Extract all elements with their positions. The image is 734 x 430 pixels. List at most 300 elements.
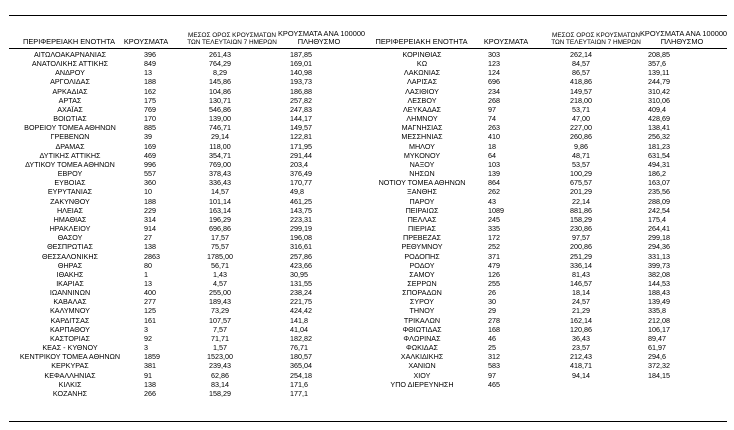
table-row: [0, 151, 734, 160]
cases-value: 864: [488, 178, 500, 188]
region-name: ΛΕΥΚΑΔΑΣ: [402, 104, 441, 114]
region-name: ΦΘΙΩΤΙΔΑΣ: [402, 324, 442, 334]
per100k-value: 310,06: [648, 95, 670, 105]
cases-value: 10: [144, 187, 152, 197]
table-row: [0, 77, 734, 86]
avg-value: 100,29: [570, 169, 592, 179]
table-row: [0, 233, 734, 242]
avg-value: 336,43: [209, 178, 231, 188]
per100k-value: 175,4: [648, 214, 666, 224]
table-row: [0, 371, 734, 380]
per100k-value: 221,75: [290, 297, 312, 307]
avg-value: 189,43: [209, 297, 231, 307]
region-name: ΛΗΜΝΟΥ: [406, 114, 438, 124]
cases-value: 188: [144, 77, 156, 87]
per100k-value: 149,57: [290, 123, 312, 133]
cases-value: 914: [144, 224, 156, 234]
avg-value: 81,43: [572, 269, 590, 279]
cases-value: 312: [488, 352, 500, 362]
region-name: ΡΕΘΥΜΝΟΥ: [401, 242, 443, 252]
cases-value: 465: [488, 379, 500, 389]
table-row: [0, 169, 734, 178]
avg-value: 22,14: [572, 196, 590, 206]
cases-value: 188: [144, 196, 156, 206]
avg-value: 696,86: [209, 224, 231, 234]
region-name: ΚΕΑΣ - ΚΥΘΝΟΥ: [42, 343, 98, 353]
avg-value: 163,14: [209, 205, 231, 215]
per100k-value: 171,6: [290, 379, 308, 389]
region-name: ΜΑΓΝΗΣΙΑΣ: [401, 123, 443, 133]
region-name: ΡΟΔΟΥ: [409, 260, 435, 270]
avg-value: 158,29: [570, 214, 592, 224]
table-row: [0, 215, 734, 224]
region-name: ΚΩ: [416, 59, 428, 69]
avg-value: 149,57: [570, 86, 592, 96]
left-header-per100k-line1: ΚΡΟΥΣΜΑΤΑ ΑΝΑ 100000: [278, 29, 366, 38]
region-name: ΦΛΩΡΙΝΑΣ: [403, 333, 441, 343]
bottom-rule: [9, 421, 727, 422]
per100k-value: 399,73: [648, 260, 670, 270]
cases-value: 91: [144, 370, 152, 380]
avg-value: 36,43: [572, 333, 590, 343]
table-row: [0, 288, 734, 297]
avg-value: 146,57: [570, 279, 592, 288]
table-row: [0, 114, 734, 123]
region-name: ΚΑΣΤΟΡΙΑΣ: [50, 333, 90, 343]
cases-value: 769: [144, 104, 156, 114]
per100k-value: 256,32: [648, 132, 670, 142]
region-name: ΓΡΕΒΕΝΩΝ: [50, 132, 90, 142]
cases-value: 557: [144, 169, 156, 179]
region-name: ΞΑΝΘΗΣ: [407, 187, 437, 197]
region-name: ΒΟΙΩΤΙΑΣ: [53, 114, 87, 124]
per100k-value: 141,8: [290, 315, 308, 325]
region-name: ΕΒΡΟΥ: [57, 169, 83, 179]
avg-value: 8,29: [213, 68, 227, 78]
cases-value: 80: [144, 260, 152, 270]
per100k-value: 41,04: [290, 324, 308, 334]
region-name: ΠΕΙΡΑΙΩΣ: [405, 205, 439, 215]
per100k-value: 310,42: [648, 86, 670, 96]
table-row: [0, 206, 734, 215]
region-name: ΥΠΟ ΔΙΕΡΕΥΝΗΣΗ: [390, 379, 454, 389]
per100k-value: 335,8: [648, 306, 666, 316]
per100k-value: 494,31: [648, 159, 670, 169]
region-name: ΝΑΞΟΥ: [409, 159, 435, 169]
avg-value: 75,57: [211, 242, 229, 252]
region-name: ΔΡΑΜΑΣ: [55, 141, 85, 151]
cases-value: 234: [488, 86, 500, 96]
cases-value: 1089: [488, 205, 504, 215]
region-name: ΣΠΟΡΑΔΩΝ: [402, 288, 442, 298]
table-row: [0, 361, 734, 370]
avg-value: 251,29: [570, 251, 592, 261]
avg-value: 336,14: [570, 260, 592, 270]
region-name: ΘΕΣΠΡΩΤΙΑΣ: [47, 242, 93, 252]
per100k-value: 294,6: [648, 352, 666, 362]
region-name: ΑΝΑΤΟΛΙΚΗΣ ΑΤΤΙΚΗΣ: [31, 59, 109, 69]
per100k-value: 316,61: [290, 242, 312, 252]
table-row: [0, 132, 734, 141]
per100k-value: 143,75: [290, 205, 312, 215]
per100k-value: 357,6: [648, 59, 666, 69]
cases-value: 396: [144, 50, 156, 59]
region-name: ΚΑΛΥΜΝΟΥ: [50, 306, 90, 316]
cases-value: 74: [488, 114, 496, 124]
table-row: [0, 270, 734, 279]
region-name: ΔΥΤΙΚΟΥ ΤΟΜΕΑ ΑΘΗΝΩΝ: [25, 159, 115, 169]
cases-value: 13: [144, 279, 152, 288]
region-name: ΑΡΤΑΣ: [58, 95, 82, 105]
cases-value: 97: [488, 370, 496, 380]
cases-value: 97: [488, 104, 496, 114]
per100k-value: 171,95: [290, 141, 312, 151]
cases-value: 64: [488, 150, 496, 160]
cases-value: 172: [488, 233, 500, 243]
per100k-value: 372,32: [648, 361, 670, 371]
region-name: ΠΡΕΒΕΖΑΣ: [403, 233, 441, 243]
per100k-value: 184,15: [648, 370, 670, 380]
region-name: ΜΕΣΣΗΝΙΑΣ: [401, 132, 443, 142]
cases-value: 381: [144, 361, 156, 371]
per100k-value: 423,66: [290, 260, 312, 270]
cases-value: 849: [144, 59, 156, 69]
per100k-value: 299,19: [290, 224, 312, 234]
table-row: [0, 50, 734, 59]
region-name: ΠΙΕΡΙΑΣ: [407, 224, 436, 234]
per100k-value: 409,4: [648, 104, 666, 114]
table-row: [0, 325, 734, 334]
cases-value: 266: [144, 388, 156, 398]
region-name: ΝΟΤΙΟΥ ΤΟΜΕΑ ΑΘΗΝΩΝ: [378, 178, 466, 188]
cases-value: 303: [488, 50, 500, 59]
region-name: ΣΑΜΟΥ: [409, 269, 435, 279]
avg-value: 1523,00: [207, 352, 233, 362]
cases-value: 43: [488, 196, 496, 206]
per100k-value: 376,49: [290, 169, 312, 179]
avg-value: 21,29: [572, 306, 590, 316]
per100k-value: 163,07: [648, 178, 670, 188]
cases-value: 229: [144, 205, 156, 215]
table-row: [0, 306, 734, 315]
avg-value: 139,00: [209, 114, 231, 124]
per100k-value: 180,57: [290, 352, 312, 362]
region-name: ΚΑΒΑΛΑΣ: [53, 297, 87, 307]
avg-value: 73,29: [211, 306, 229, 316]
avg-value: 255,00: [209, 288, 231, 298]
table-row: [0, 242, 734, 251]
region-name: ΛΕΣΒΟΥ: [407, 95, 437, 105]
region-name: ΜΥΚΟΝΟΥ: [403, 150, 441, 160]
cases-value: 583: [488, 361, 500, 371]
per100k-value: 428,69: [648, 114, 670, 124]
avg-value: 120,86: [570, 324, 592, 334]
cases-value: 1859: [144, 352, 160, 362]
per100k-value: 235,56: [648, 187, 670, 197]
cases-value: 885: [144, 123, 156, 133]
avg-value: 101,14: [209, 196, 231, 206]
cases-value: 696: [488, 77, 500, 87]
avg-value: 62,86: [211, 370, 229, 380]
per100k-value: 188,43: [648, 288, 670, 298]
region-name: ΘΑΣΟΥ: [57, 233, 83, 243]
avg-value: 18,14: [572, 288, 590, 298]
per100k-value: 170,77: [290, 178, 312, 188]
left-header-cases: ΚΡΟΥΣΜΑΤΑ: [123, 37, 169, 46]
cases-value: 1: [144, 269, 148, 279]
per100k-value: 331,13: [648, 251, 670, 261]
cases-value: 162: [144, 86, 156, 96]
avg-value: 48,71: [572, 150, 590, 160]
avg-value: 227,00: [570, 123, 592, 133]
region-name: ΛΑΣΙΘΙΟΥ: [405, 86, 439, 96]
table-row: [0, 334, 734, 343]
avg-value: 230,86: [570, 224, 592, 234]
avg-value: 261,43: [209, 50, 231, 59]
table-row: [0, 389, 734, 398]
region-name: ΒΟΡΕΙΟΥ ΤΟΜΕΑ ΑΘΗΝΩΝ: [24, 123, 116, 133]
cases-value: 3: [144, 343, 148, 353]
region-name: ΙΘΑΚΗΣ: [56, 269, 84, 279]
region-name: ΦΩΚΙΔΑΣ: [406, 343, 438, 353]
region-name: ΠΕΛΛΑΣ: [407, 214, 437, 224]
avg-value: 769,00: [209, 159, 231, 169]
avg-value: 83,14: [211, 379, 229, 389]
table-row: [0, 59, 734, 68]
avg-value: 162,14: [570, 315, 592, 325]
per100k-value: 244,79: [648, 77, 670, 87]
region-name: ΑΧΑΪΑΣ: [57, 104, 83, 114]
table-row: [0, 187, 734, 196]
per100k-value: 424,42: [290, 306, 312, 316]
per100k-value: 140,98: [290, 68, 312, 78]
left-header-per100k-line2: ΠΛΗΘΥΣΜΟ: [297, 37, 341, 46]
region-name: ΚΑΡΔΙΤΣΑΣ: [50, 315, 90, 325]
avg-value: 104,86: [209, 86, 231, 96]
cases-value: 18: [488, 141, 496, 151]
region-name: ΧΑΝΙΩΝ: [408, 361, 436, 371]
avg-value: 14,57: [211, 187, 229, 197]
cases-value: 26: [488, 288, 496, 298]
cases-value: 262: [488, 187, 500, 197]
avg-value: 29,14: [211, 132, 229, 142]
cases-value: 39: [144, 132, 152, 142]
per100k-value: 257,86: [290, 251, 312, 261]
avg-value: 212,43: [570, 352, 592, 362]
cases-value: 123: [488, 59, 500, 69]
avg-value: 418,86: [570, 77, 592, 87]
table-row: [0, 316, 734, 325]
table-row: [0, 142, 734, 151]
per100k-value: 187,85: [290, 50, 312, 59]
avg-value: 97,57: [572, 233, 590, 243]
region-name: ΑΝΔΡΟΥ: [55, 68, 85, 78]
avg-value: 84,57: [572, 59, 590, 69]
cases-value: 255: [488, 279, 500, 288]
table-row: [0, 68, 734, 77]
avg-value: 196,29: [209, 214, 231, 224]
region-name: ΗΜΑΘΙΑΣ: [53, 214, 87, 224]
region-name: ΝΗΣΩΝ: [409, 169, 435, 179]
per100k-value: 131,55: [290, 279, 312, 288]
table-row: [0, 96, 734, 105]
cases-value: 138: [144, 242, 156, 252]
cases-value: 469: [144, 150, 156, 160]
table-row: [0, 380, 734, 389]
region-name: ΕΥΡΥΤΑΝΙΑΣ: [47, 187, 93, 197]
per100k-value: 291,44: [290, 150, 312, 160]
per100k-value: 242,54: [648, 205, 670, 215]
region-name: ΧΙΟΥ: [413, 370, 431, 380]
cases-value: 29: [488, 306, 496, 316]
cases-value: 371: [488, 251, 500, 261]
table-row: [0, 297, 734, 306]
cases-value: 126: [488, 269, 500, 279]
left-header-avg-line1: ΜΕΣΟΣ ΟΡΟΣ ΚΡΟΥΣΜΑΤΩΝ: [188, 32, 276, 39]
avg-value: 881,86: [570, 205, 592, 215]
cases-value: 263: [488, 123, 500, 133]
right-header-avg: [550, 32, 642, 46]
table-row: [0, 261, 734, 270]
table-row: [0, 343, 734, 352]
cases-value: 124: [488, 68, 500, 78]
region-name: ΤΗΝΟΥ: [409, 306, 435, 316]
avg-value: 239,43: [209, 361, 231, 371]
per100k-value: 89,47: [648, 333, 666, 343]
region-name: ΣΥΡΟΥ: [409, 297, 435, 307]
per100k-value: 169,01: [290, 59, 312, 69]
avg-value: 378,43: [209, 169, 231, 179]
per100k-value: 181,23: [648, 141, 670, 151]
right-header-per100k-line1: ΚΡΟΥΣΜΑΤΑ ΑΝΑ 100000: [640, 29, 728, 38]
per100k-value: 208,85: [648, 50, 670, 59]
table-row: [0, 279, 734, 288]
avg-value: 86,57: [572, 68, 590, 78]
avg-value: 201,29: [570, 187, 592, 197]
region-name: ΜΗΛΟΥ: [409, 141, 435, 151]
region-name: ΧΑΛΚΙΔΙΚΗΣ: [400, 352, 444, 362]
per100k-value: 382,08: [648, 269, 670, 279]
region-name: ΑΡΚΑΔΙΑΣ: [52, 86, 88, 96]
region-name: ΖΑΚΥΝΘΟΥ: [50, 196, 90, 206]
avg-value: 118,00: [209, 141, 231, 151]
region-name: ΙΩΑΝΝΙΝΩΝ: [49, 288, 91, 298]
cases-value: 46: [488, 333, 496, 343]
avg-value: 130,71: [209, 95, 231, 105]
per100k-value: 177,1: [290, 388, 308, 398]
cases-value: 245: [488, 214, 500, 224]
region-name: ΑΡΓΟΛΙΔΑΣ: [50, 77, 90, 87]
avg-value: 47,00: [572, 114, 590, 124]
per100k-value: 76,71: [290, 343, 308, 353]
table-row: [0, 87, 734, 96]
per100k-value: 223,31: [290, 214, 312, 224]
left-header-region: ΠΕΡΙΦΕΡΕΙΑΚΗ ΕΝΟΤΗΤΑ: [23, 37, 115, 46]
per100k-value: 138,41: [648, 123, 670, 133]
avg-value: 71,71: [211, 333, 229, 343]
left-header-avg-line2: ΤΩΝ ΤΕΛΕΥΤΑΙΩΝ 7 ΗΜΕΡΩΝ: [187, 39, 277, 46]
avg-value: 24,57: [572, 297, 590, 307]
avg-value: 107,57: [209, 315, 231, 325]
region-name: ΣΕΡΡΩΝ: [407, 279, 437, 288]
region-name: ΚΕΡΚΥΡΑΣ: [51, 361, 89, 371]
cases-value: 169: [144, 141, 156, 151]
table-row: [0, 224, 734, 233]
avg-value: 418,71: [570, 361, 592, 371]
per100k-value: 238,24: [290, 288, 312, 298]
table-row: [0, 105, 734, 114]
cases-value: 161: [144, 315, 156, 325]
cases-value: 252: [488, 242, 500, 252]
per100k-value: 203,4: [290, 159, 308, 169]
avg-value: 546,86: [209, 104, 231, 114]
per100k-value: 294,36: [648, 242, 670, 252]
region-name: ΗΡΑΚΛΕΙΟΥ: [49, 224, 91, 234]
region-name: ΚΙΛΚΙΣ: [58, 379, 82, 389]
table-row: [0, 123, 734, 132]
cases-value: 139: [488, 169, 500, 179]
cases-value: 996: [144, 159, 156, 169]
cases-value: 278: [488, 315, 500, 325]
cases-value: 410: [488, 132, 500, 142]
table-row: [0, 197, 734, 206]
table-row: [0, 252, 734, 261]
region-name: ΛΑΡΙΣΑΣ: [406, 77, 438, 87]
avg-value: 53,71: [572, 104, 590, 114]
cases-value: 25: [488, 343, 496, 353]
per100k-value: 299,18: [648, 233, 670, 243]
avg-value: 200,86: [570, 242, 592, 252]
cases-value: 400: [144, 288, 156, 298]
per100k-value: 144,53: [648, 279, 670, 288]
per100k-value: 106,17: [648, 324, 670, 334]
avg-value: 158,29: [209, 388, 231, 398]
per100k-value: 196,08: [290, 233, 312, 243]
per100k-value: 182,82: [290, 333, 312, 343]
per100k-value: 30,95: [290, 269, 308, 279]
cases-value: 125: [144, 306, 156, 316]
cases-value: 30: [488, 297, 496, 307]
cases-value: 27: [144, 233, 152, 243]
per100k-value: 254,18: [290, 370, 312, 380]
avg-value: 764,29: [209, 59, 231, 69]
avg-value: 218,00: [570, 95, 592, 105]
right-header-per100k: [640, 29, 728, 46]
table-row: [0, 160, 734, 169]
avg-value: 354,71: [209, 150, 231, 160]
region-name: ΚΟΡΙΝΘΙΑΣ: [402, 50, 442, 59]
right-header-cases: ΚΡΟΥΣΜΑΤΑ: [483, 37, 529, 46]
cases-value: 360: [144, 178, 156, 188]
header-rule: [9, 48, 727, 49]
left-header-per100k: [278, 29, 366, 46]
region-name: ΙΚΑΡΙΑΣ: [56, 279, 84, 288]
region-name: ΛΑΚΩΝΙΑΣ: [403, 68, 441, 78]
avg-value: 17,57: [211, 233, 229, 243]
region-name: ΑΙΤΩΛΟΑΚΑΡΝΑΝΙΑΣ: [33, 50, 107, 59]
region-name: ΘΗΡΑΣ: [57, 260, 83, 270]
region-name: ΕΥΒΟΙΑΣ: [54, 178, 86, 188]
avg-value: 23,57: [572, 343, 590, 353]
avg-value: 53,57: [572, 159, 590, 169]
cases-value: 13: [144, 68, 152, 78]
per100k-value: 61,97: [648, 343, 666, 353]
region-name: ΘΕΣΣΑΛΟΝΙΚΗΣ: [42, 251, 98, 261]
cases-value: 277: [144, 297, 156, 307]
per100k-value: 631,54: [648, 150, 670, 160]
region-name: ΚΟΖΑΝΗΣ: [52, 388, 88, 398]
avg-value: 1,43: [213, 269, 227, 279]
